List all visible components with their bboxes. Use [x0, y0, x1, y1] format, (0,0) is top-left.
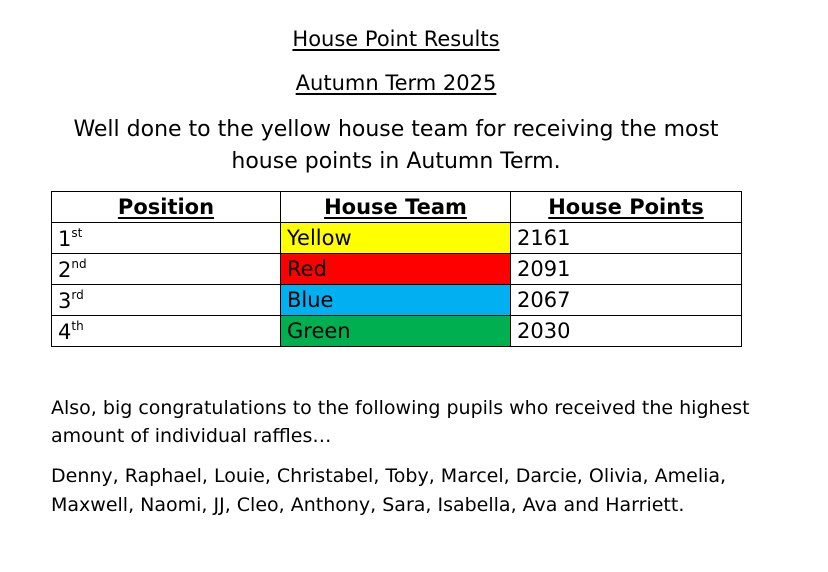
position-number: 2 [58, 257, 72, 282]
table-row [52, 223, 742, 254]
house-points-cell: 2030 [511, 316, 742, 347]
house-points-table [51, 191, 742, 347]
position-number: 4 [58, 319, 72, 344]
page-subtitle: Autumn Term 2025 [295, 71, 497, 95]
position-cell [52, 254, 281, 285]
header-house-team: House Team [281, 192, 511, 223]
position-suffix: nd [71, 256, 87, 271]
position-cell [52, 316, 281, 347]
position-cell [52, 223, 281, 254]
position-number: 1 [58, 226, 72, 251]
page-title: House Point Results [292, 27, 500, 51]
table-row [52, 254, 742, 285]
pupil-names-list: Denny, Raphael, Louie, Christabel, Toby, Marcel, Darcie, Olivia, Amelia, Maxwell, Naomi, JJ, Cleo, Anthony, Sara, Isabella, Ava and Harriett. [51, 465, 727, 516]
position-suffix: th [71, 318, 84, 333]
position-suffix: st [71, 225, 83, 240]
table-header-row [52, 192, 742, 223]
house-points-cell: 2161 [511, 223, 742, 254]
position-cell [52, 285, 281, 316]
position-suffix: rd [71, 287, 84, 302]
table-row [52, 316, 742, 347]
position-number: 3 [58, 288, 72, 313]
header-position: Position [52, 192, 281, 223]
house-points-cell: 2091 [511, 254, 742, 285]
house-team-cell: Blue [281, 285, 511, 316]
house-team-cell: Yellow [281, 223, 511, 254]
house-team-cell: Red [281, 254, 511, 285]
table-row [52, 285, 742, 316]
header-house-points: House Points [511, 192, 742, 223]
congratulations-text: Also, big congratulations to the following pupils who received the highest amount of individual raffles… [51, 397, 750, 447]
intro-text: Well done to the yellow house team for receiving the most house points in Autumn Term. [73, 117, 719, 174]
house-points-cell: 2067 [511, 285, 742, 316]
house-team-cell: Green [281, 316, 511, 347]
